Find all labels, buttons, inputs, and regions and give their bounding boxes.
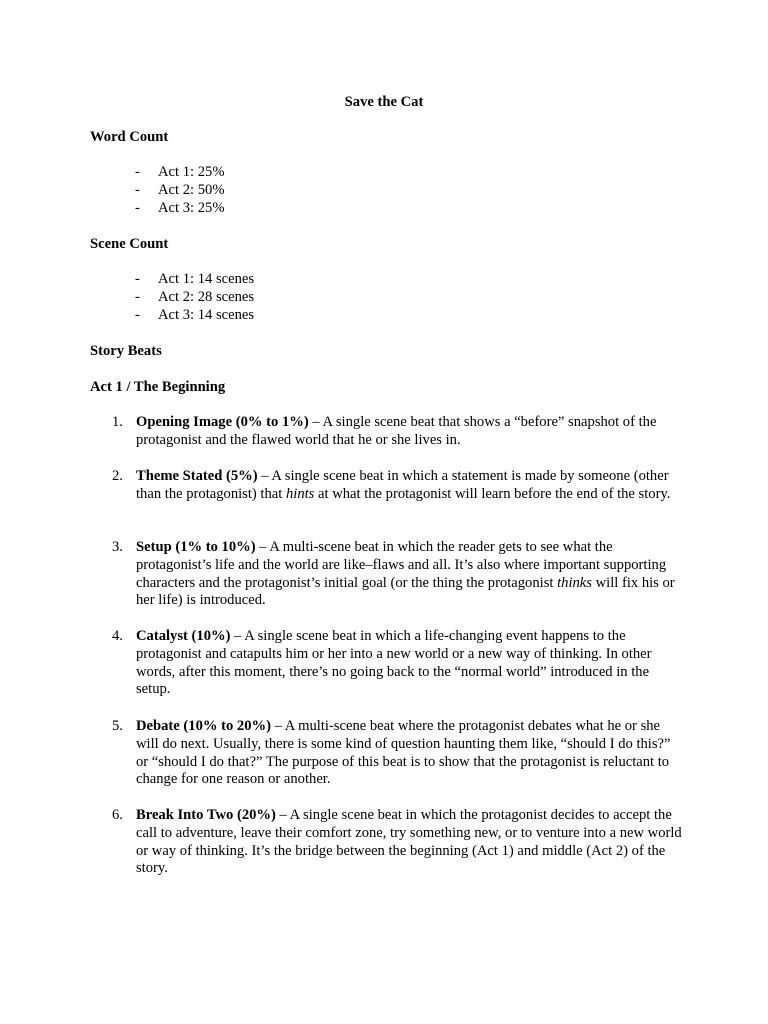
act-1-heading: Act 1 / The Beginning [90,379,226,395]
word-count-list [90,164,224,217]
word-count-heading: Word Count [90,129,169,145]
list-item-text: Act 2: 28 scenes [158,288,255,305]
beat-text: – A single scene beat in which a life-changing event happens to the protagonist and catapults him or her into a new world or a new way of thinking. In other words, after this moment, there’s no going back to the “normal world” introduced in the setup. [136,628,652,698]
list-item [90,164,224,182]
beat-number: 1. [112,414,123,430]
beat-title: Setup (1% to 10%) [136,539,256,555]
beat-title: Opening Image (0% to 1%) [136,414,309,430]
list-item [90,182,224,200]
beat-text: – A single scene beat in which a statement is made by someone (other than the protagonist) that [136,468,669,502]
beat-body [136,414,684,450]
beat-number: 3. [112,539,123,555]
bullet-dash: - [135,271,140,287]
beat-emphasis: hints [285,485,315,502]
list-item-text: Act 3: 25% [158,199,225,216]
beat-text: – A single scene beat in which the protagonist decides to accept the call to adventure, leave their comfort zone, try something new, or to venture into a new world or way of thinking. It’s the bridge between the beginning (Act 1) and middle (Act 2) of the story. [136,807,682,877]
beat-number: 6. [112,807,123,823]
beat-body [136,468,684,504]
list-item [90,289,254,307]
list-item [90,271,254,289]
beat-text: – A multi-scene beat where the protagonist debates what he or she will do next. Usually, there is some kind of question haunting them like, “should I do this?” or “should I do that?” The purpose of this beat is to show that the protagonist is reluctant to change for one reason or another. [136,718,671,788]
bullet-dash: - [135,199,140,216]
beat-number: 5. [112,718,123,734]
beat-number: 2. [112,468,123,484]
beat-title: Break Into Two (20%) [136,807,276,823]
story-beats-heading: Story Beats [90,343,162,359]
list-item-text: Act 3: 14 scenes [158,306,255,323]
beat-text-tail: will fix his or her life) is introduced. [136,574,675,609]
list-item [90,307,254,325]
beat-title: Catalyst (10%) [136,628,231,644]
beat-body [136,539,684,610]
list-item-text: Act 2: 50% [158,181,225,198]
scene-count-heading: Scene Count [90,236,169,252]
beat-emphasis: thinks [557,574,592,591]
beat-text-tail: at what the protagonist will learn before the end of the story. [314,485,671,502]
bullet-dash: - [135,181,140,198]
scene-count-list [90,271,254,324]
list-item [90,200,224,218]
beat-body [136,718,684,789]
beat-text: – A multi-scene beat in which the reader gets to see what the protagonist’s life and the world are like–flaws and all. It’s also where important supporting characters and the protagonist’s initial goal (or the thing the protagonist [136,539,667,591]
beat-number: 4. [112,628,123,644]
beat-title: Debate (10% to 20%) [136,718,271,734]
bullet-dash: - [135,164,140,180]
beat-title: Theme Stated (5%) [136,468,258,484]
beat-body [136,628,684,699]
bullet-dash: - [135,288,140,305]
bullet-dash: - [135,306,140,323]
list-item-text: Act 1: 14 scenes [158,271,255,287]
document-title: Save the Cat [344,94,424,110]
list-item-text: Act 1: 25% [158,164,225,180]
beat-text: – A single scene beat that shows a “before” snapshot of the protagonist and the flawed world that he or she lives in. [136,414,657,448]
beat-body [136,807,684,878]
